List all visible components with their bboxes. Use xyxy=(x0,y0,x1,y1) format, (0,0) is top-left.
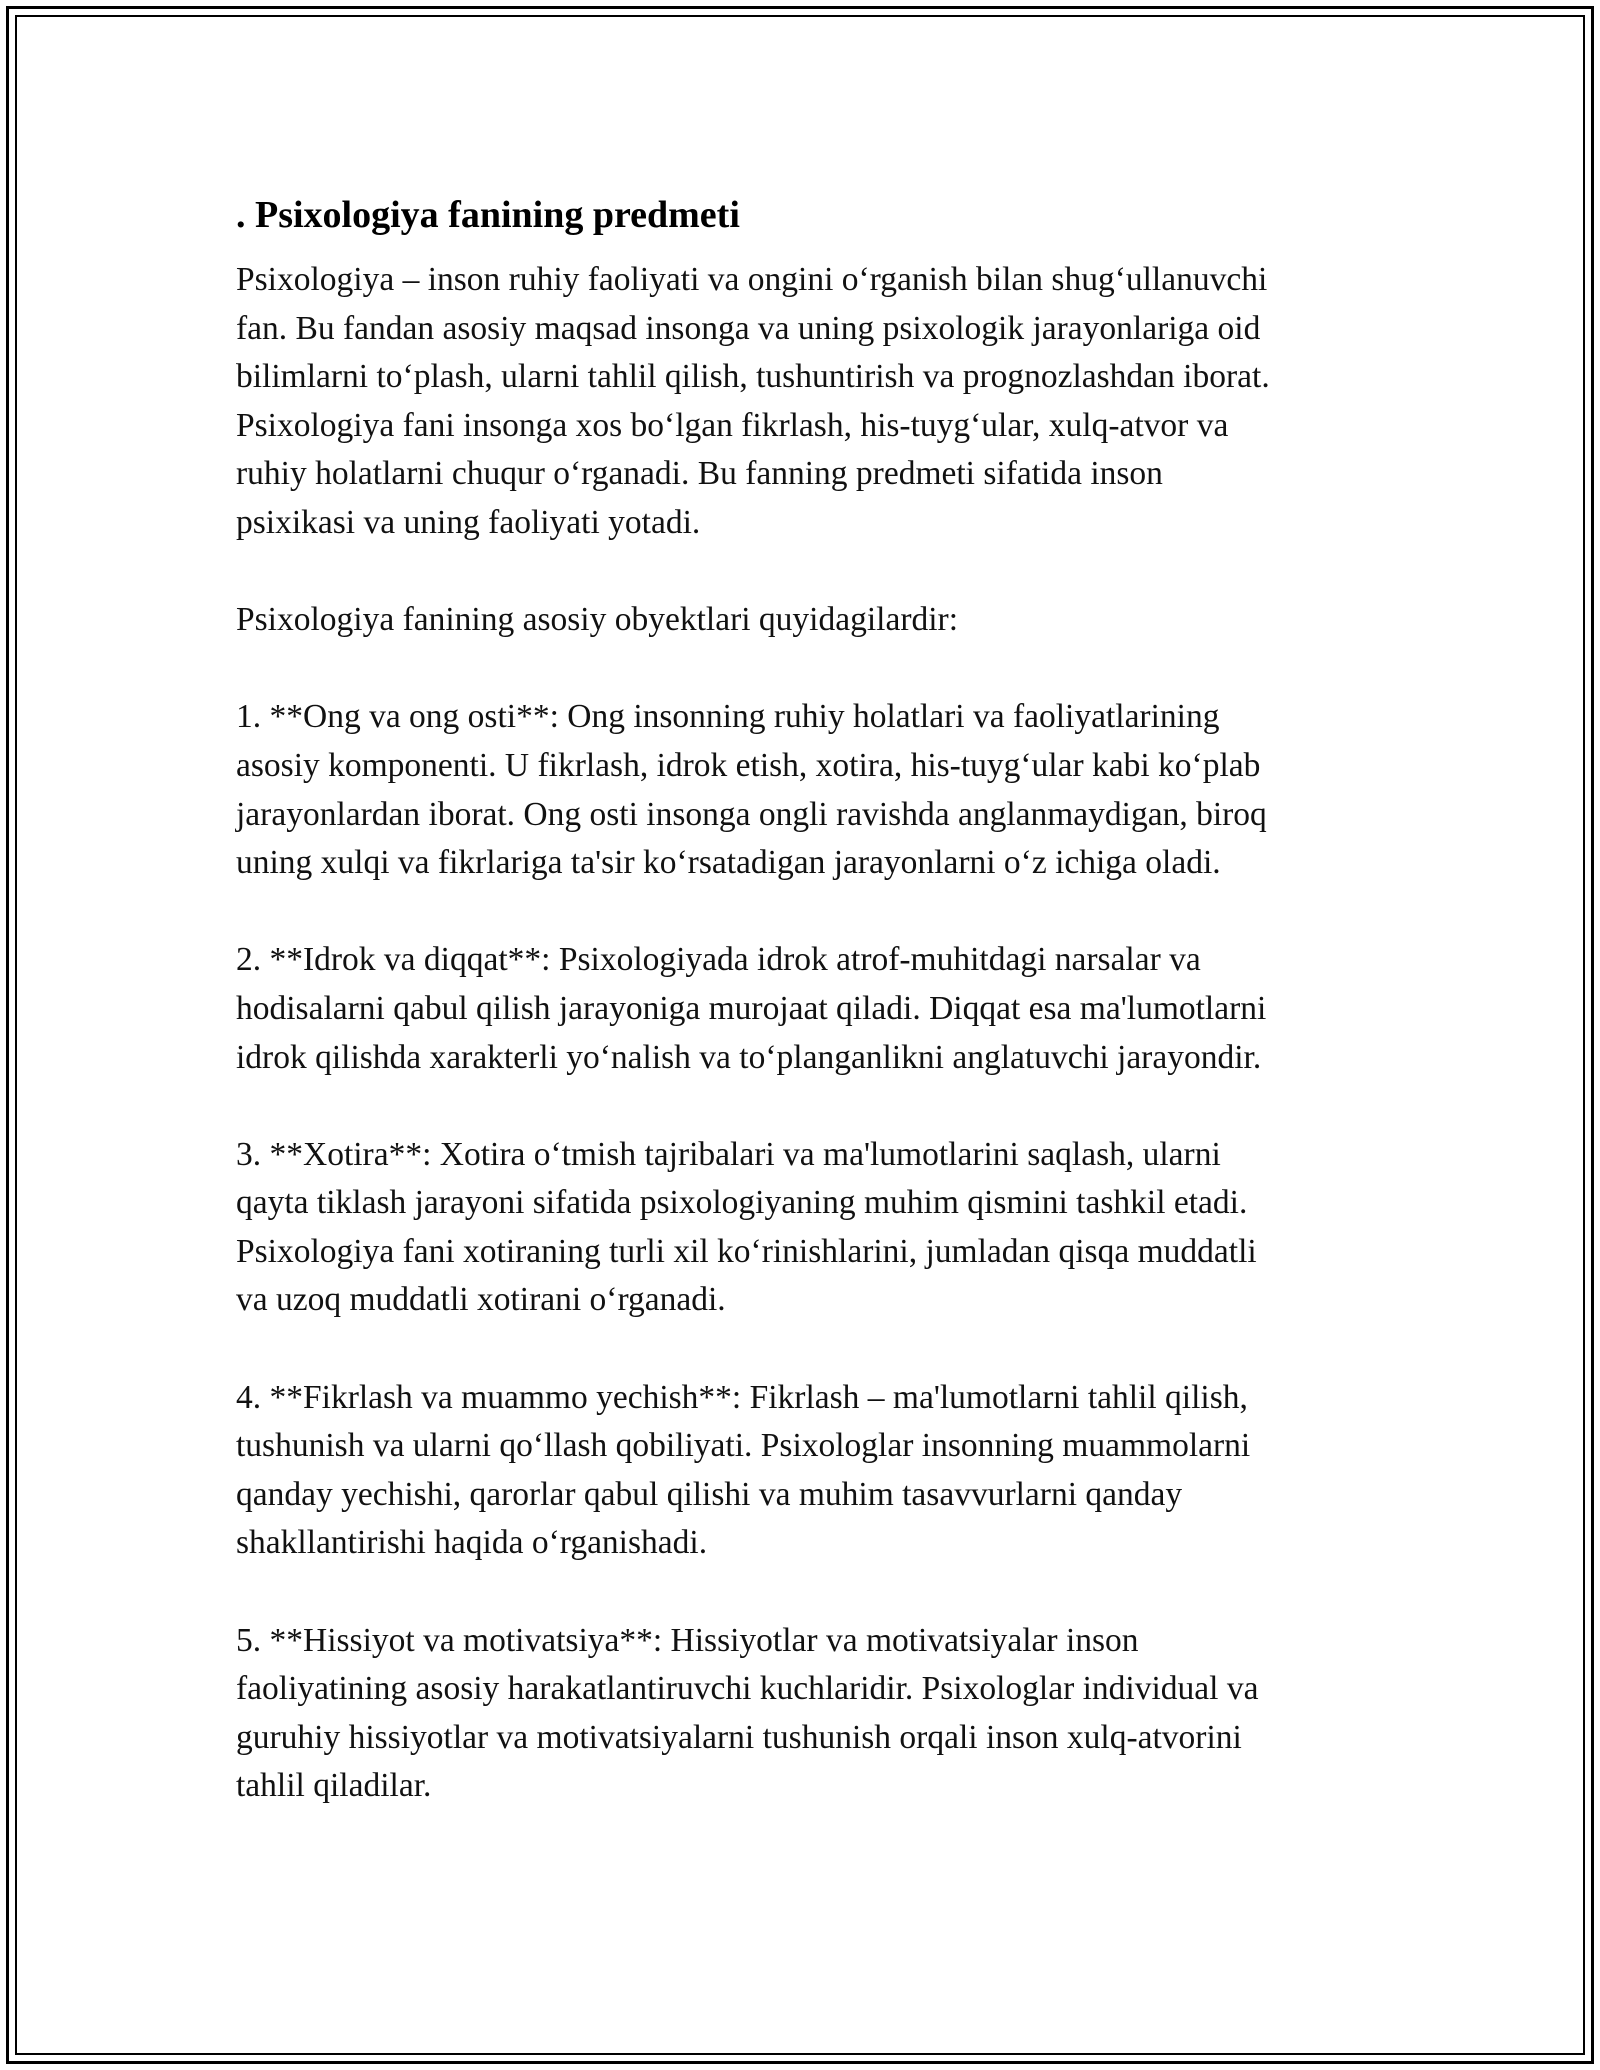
list-item-perception-attention: 2. **Idrok va diqqat**: Psixologiyada idrok atrof-muhitdagi narsalar va hodisalarni qabul qilish jarayoniga murojaat qiladi. Diqqat esa ma'lumotlarni idrok qilishda xarakterli yoʻnalish va toʻplanganlikni anglatuvchi jarayondir. xyxy=(236,941,1267,1076)
intro-paragraph: Psixologiya – inson ruhiy faoliyati va ongini oʻrganish bilan shugʻullanuvchi fan. Bu fandan asosiy maqsad insonga va uning psixologik jarayonlariga oid bilimlarni toʻplash, ularni tahlil qilish, tushuntirish va prognozlashdan iborat. Psixologiya fani insonga xos boʻlgan fikrlash, his-tuygʻular, xulq-atvor va ruhiy holatlarni chuqur oʻrganadi. Bu fanning predmeti sifatida inson psixikasi va uning faoliyati yotadi. xyxy=(236,261,1270,541)
objects-heading-paragraph: Psixologiya fanining asosiy obyektlari quyidagilardir: xyxy=(236,601,959,639)
list-item-consciousness: 1. **Ong va ong osti**: Ong insonning ruhiy holatlari va faoliyatlarining asosiy komponenti. U fikrlash, idrok etish, xotira, his-tuygʻular kabi koʻplab jarayonlardan iborat. Ong osti insonga ongli ravishda anglanmaydigan, biroq uning xulqi va fikrlariga ta'sir koʻrsatadigan jarayonlarni oʻz ichiga oladi. xyxy=(236,698,1267,882)
list-item-emotion-motivation: 5. **Hissiyot va motivatsiya**: Hissiyotlar va motivatsiyalar inson faoliyatining asosiy harakatlantiruvchi kuchlaridir. Psixologlar individual va guruhiy hissiyotlar va motivatsiyalarni tushunish orqali inson xulq-atvorini tahlil qiladilar. xyxy=(236,1621,1259,1805)
list-item-thinking: 4. **Fikrlash va muammo yechish**: Fikrlash – ma'lumotlarni tahlil qilish, tushunish va ularni qoʻllash qobiliyati. Psixologlar insonning muammolarni qanday yechishi, qarorlar qabul qilishi va muhim tasavvurlarni qanday shakllantirishi haqida oʻrganishadi. xyxy=(236,1378,1251,1562)
document-title: . Psixologiya fanining predmeti xyxy=(236,194,740,236)
document-body xyxy=(236,186,1386,1811)
list-item-memory: 3. **Xotira**: Xotira oʻtmish tajribalari va ma'lumotlarini saqlash, ularni qayta tiklash jarayoni sifatida psixologiyaning muhim qismini tashkil etadi. Psixologiya fani xotiraning turli xil koʻrinishlarini, jumladan qisqa muddatli va uzoq muddatli xotirani oʻrganadi. xyxy=(236,1135,1257,1319)
